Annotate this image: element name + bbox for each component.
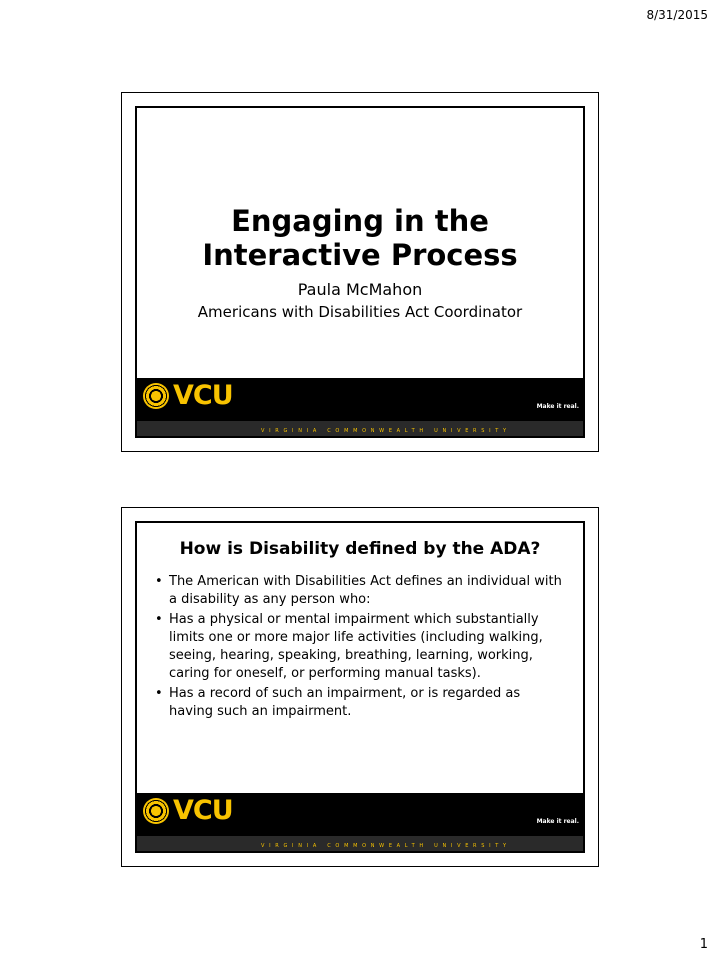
slide-footer-bar — [137, 378, 583, 436]
title-line-2: Interactive Process — [202, 238, 518, 272]
page-date: 8/31/2015 — [646, 8, 708, 22]
slide-2 — [121, 507, 599, 867]
university-strip — [137, 836, 583, 851]
page-number: 1 — [699, 937, 708, 952]
university-name: VIRGINIA COMMONWEALTH UNIVERSITY — [261, 428, 511, 434]
university-strip — [137, 421, 583, 436]
vcu-logo-text: VCU — [173, 380, 233, 411]
slide-2-frame — [135, 521, 585, 853]
vcu-logo — [143, 797, 233, 824]
bullet-item: • Has a physical or mental impairment which substantially limits one or more major life activities (including walking, seeing, hearing, speaking, breathing, learning, working, caring for oneself, or performing manual tasks). — [155, 611, 567, 683]
slide-1-frame — [135, 106, 585, 438]
vcu-logo-text: VCU — [173, 795, 233, 826]
slide-footer-bar — [137, 793, 583, 851]
presenter-name: Paula McMahon — [297, 280, 423, 299]
university-name: VIRGINIA COMMONWEALTH UNIVERSITY — [261, 843, 511, 849]
tagline: Make it real. — [536, 403, 579, 410]
bullet-item: • The American with Disabilities Act defines an individual with a disability as any person who: — [155, 573, 567, 609]
title-line-1: Engaging in the — [231, 204, 489, 238]
title-block — [137, 204, 583, 321]
slide-2-title: How is Disability defined by the ADA? — [179, 539, 541, 559]
slide-1 — [121, 92, 599, 452]
bullet-item: • Has a record of such an impairment, or is regarded as having such an impairment. — [155, 685, 567, 721]
bullet-list — [155, 573, 567, 723]
university-seal-icon — [143, 383, 169, 409]
slide-title — [137, 204, 583, 272]
vcu-logo — [143, 382, 233, 409]
presenter-role: Americans with Disabilities Act Coordinator — [197, 303, 523, 321]
tagline: Make it real. — [536, 818, 579, 825]
university-seal-icon — [143, 798, 169, 824]
